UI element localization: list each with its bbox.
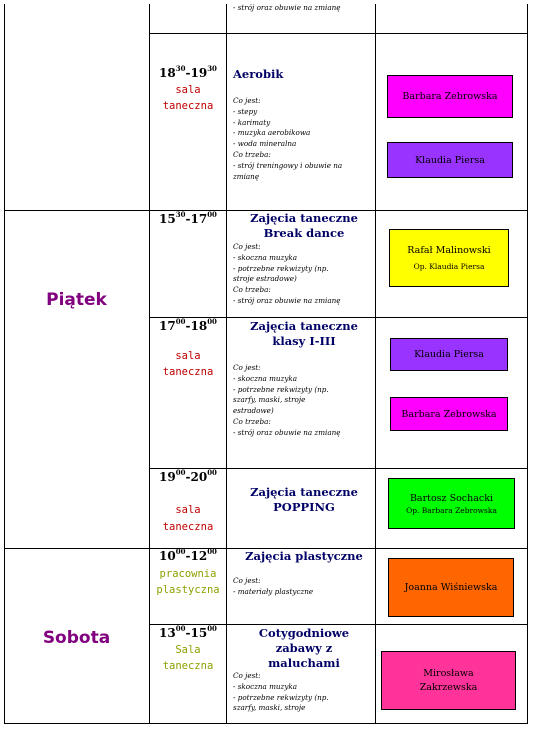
row-1-requirements: Co jest: - stepy - karimaty - muzyka aerobikowa - woda mineralna Co trzeba: - strój treningowy i obuwie na zmianę: [233, 96, 343, 181]
instructor-box: Bartosz Sochacki Op. Barbara Zebrowska: [388, 478, 515, 529]
row-3-activity-title: Zajęcia taneczne klasy I-III: [250, 319, 358, 348]
row-5-requirements: Co jest: - materiały plastyczne: [233, 576, 314, 596]
instructor-box: Mirosława Zakrzewska: [381, 651, 516, 710]
row-2-time: $15^{30}-17^{00}$: [159, 210, 217, 226]
instructor-box: Klaudia Piersa: [387, 142, 513, 178]
row-5-time: $10^{00}-12^{00}$: [159, 547, 217, 563]
row-6-activity-title: Cotygodniowe zabawy z maluchami: [258, 626, 350, 670]
instructor-box: Barbara Zebrowska: [387, 75, 513, 118]
requirement-line: - strój oraz obuwie na zmianę: [233, 3, 341, 12]
row-4-time: $19^{00}-20^{00}$: [159, 468, 217, 484]
row-6-time: $13^{00}-15^{00}$: [159, 624, 217, 640]
row-1-activity-title: Aerobik: [233, 67, 284, 81]
row-4-activity-title: Zajęcia taneczne POPPING: [250, 485, 358, 514]
instructor-box: Joanna Wiśniewska: [388, 558, 514, 617]
row-6-requirements: Co jest: - skoczna muzyka - potrzebne rekwizyty (np. szarfy, maski, stroje: [233, 671, 329, 713]
row-2-requirements: Co jest: - skoczna muzyka - potrzebne rekwizyty (np. stroje estradowe) Co trzeba: - strój oraz obuwie na zmianę: [233, 242, 341, 305]
table-column-divider: [226, 4, 227, 724]
row-0-requirements: [233, 3, 377, 14]
day-label-friday: Piątek: [46, 290, 107, 310]
row-1-time: $18^{30}-19^{30}$: [159, 64, 217, 80]
instructor-box: Rafał Malinowski Op. Klaudia Piersa: [389, 229, 509, 287]
row-6-room: Sala taneczna: [162, 644, 214, 672]
row-1-room: sala taneczna: [162, 84, 214, 112]
row-4-room: sala taneczna: [162, 504, 214, 533]
table-border-bottom: [4, 723, 528, 724]
table-border-right: [527, 4, 528, 724]
row-3-time: $17^{00}-18^{00}$: [159, 317, 217, 333]
day-label-saturday: Sobota: [42, 628, 111, 648]
row-divider: [149, 468, 528, 469]
row-3-room: sala taneczna: [162, 350, 214, 378]
row-divider: [149, 33, 528, 34]
row-2-activity-title: Zajęcia taneczne Break dance: [250, 211, 358, 240]
table-border-left: [4, 4, 5, 724]
row-5-room: pracownia plastyczna: [156, 568, 220, 596]
row-3-requirements: Co jest: - skoczna muzyka - potrzebne rekwizyty (np. szarfy, maski, stroje estradowe) Co trzeba: - strój oraz obuwie na zmianę: [233, 363, 341, 437]
instructor-box: Barbara Zebrowska: [390, 397, 508, 431]
schedule-table: [4, 4, 528, 724]
row-divider: [149, 317, 528, 318]
row-5-activity-title: Zajęcia plastyczne: [245, 549, 363, 563]
instructor-box: Klaudia Piersa: [390, 338, 508, 371]
row-divider: [149, 624, 528, 625]
